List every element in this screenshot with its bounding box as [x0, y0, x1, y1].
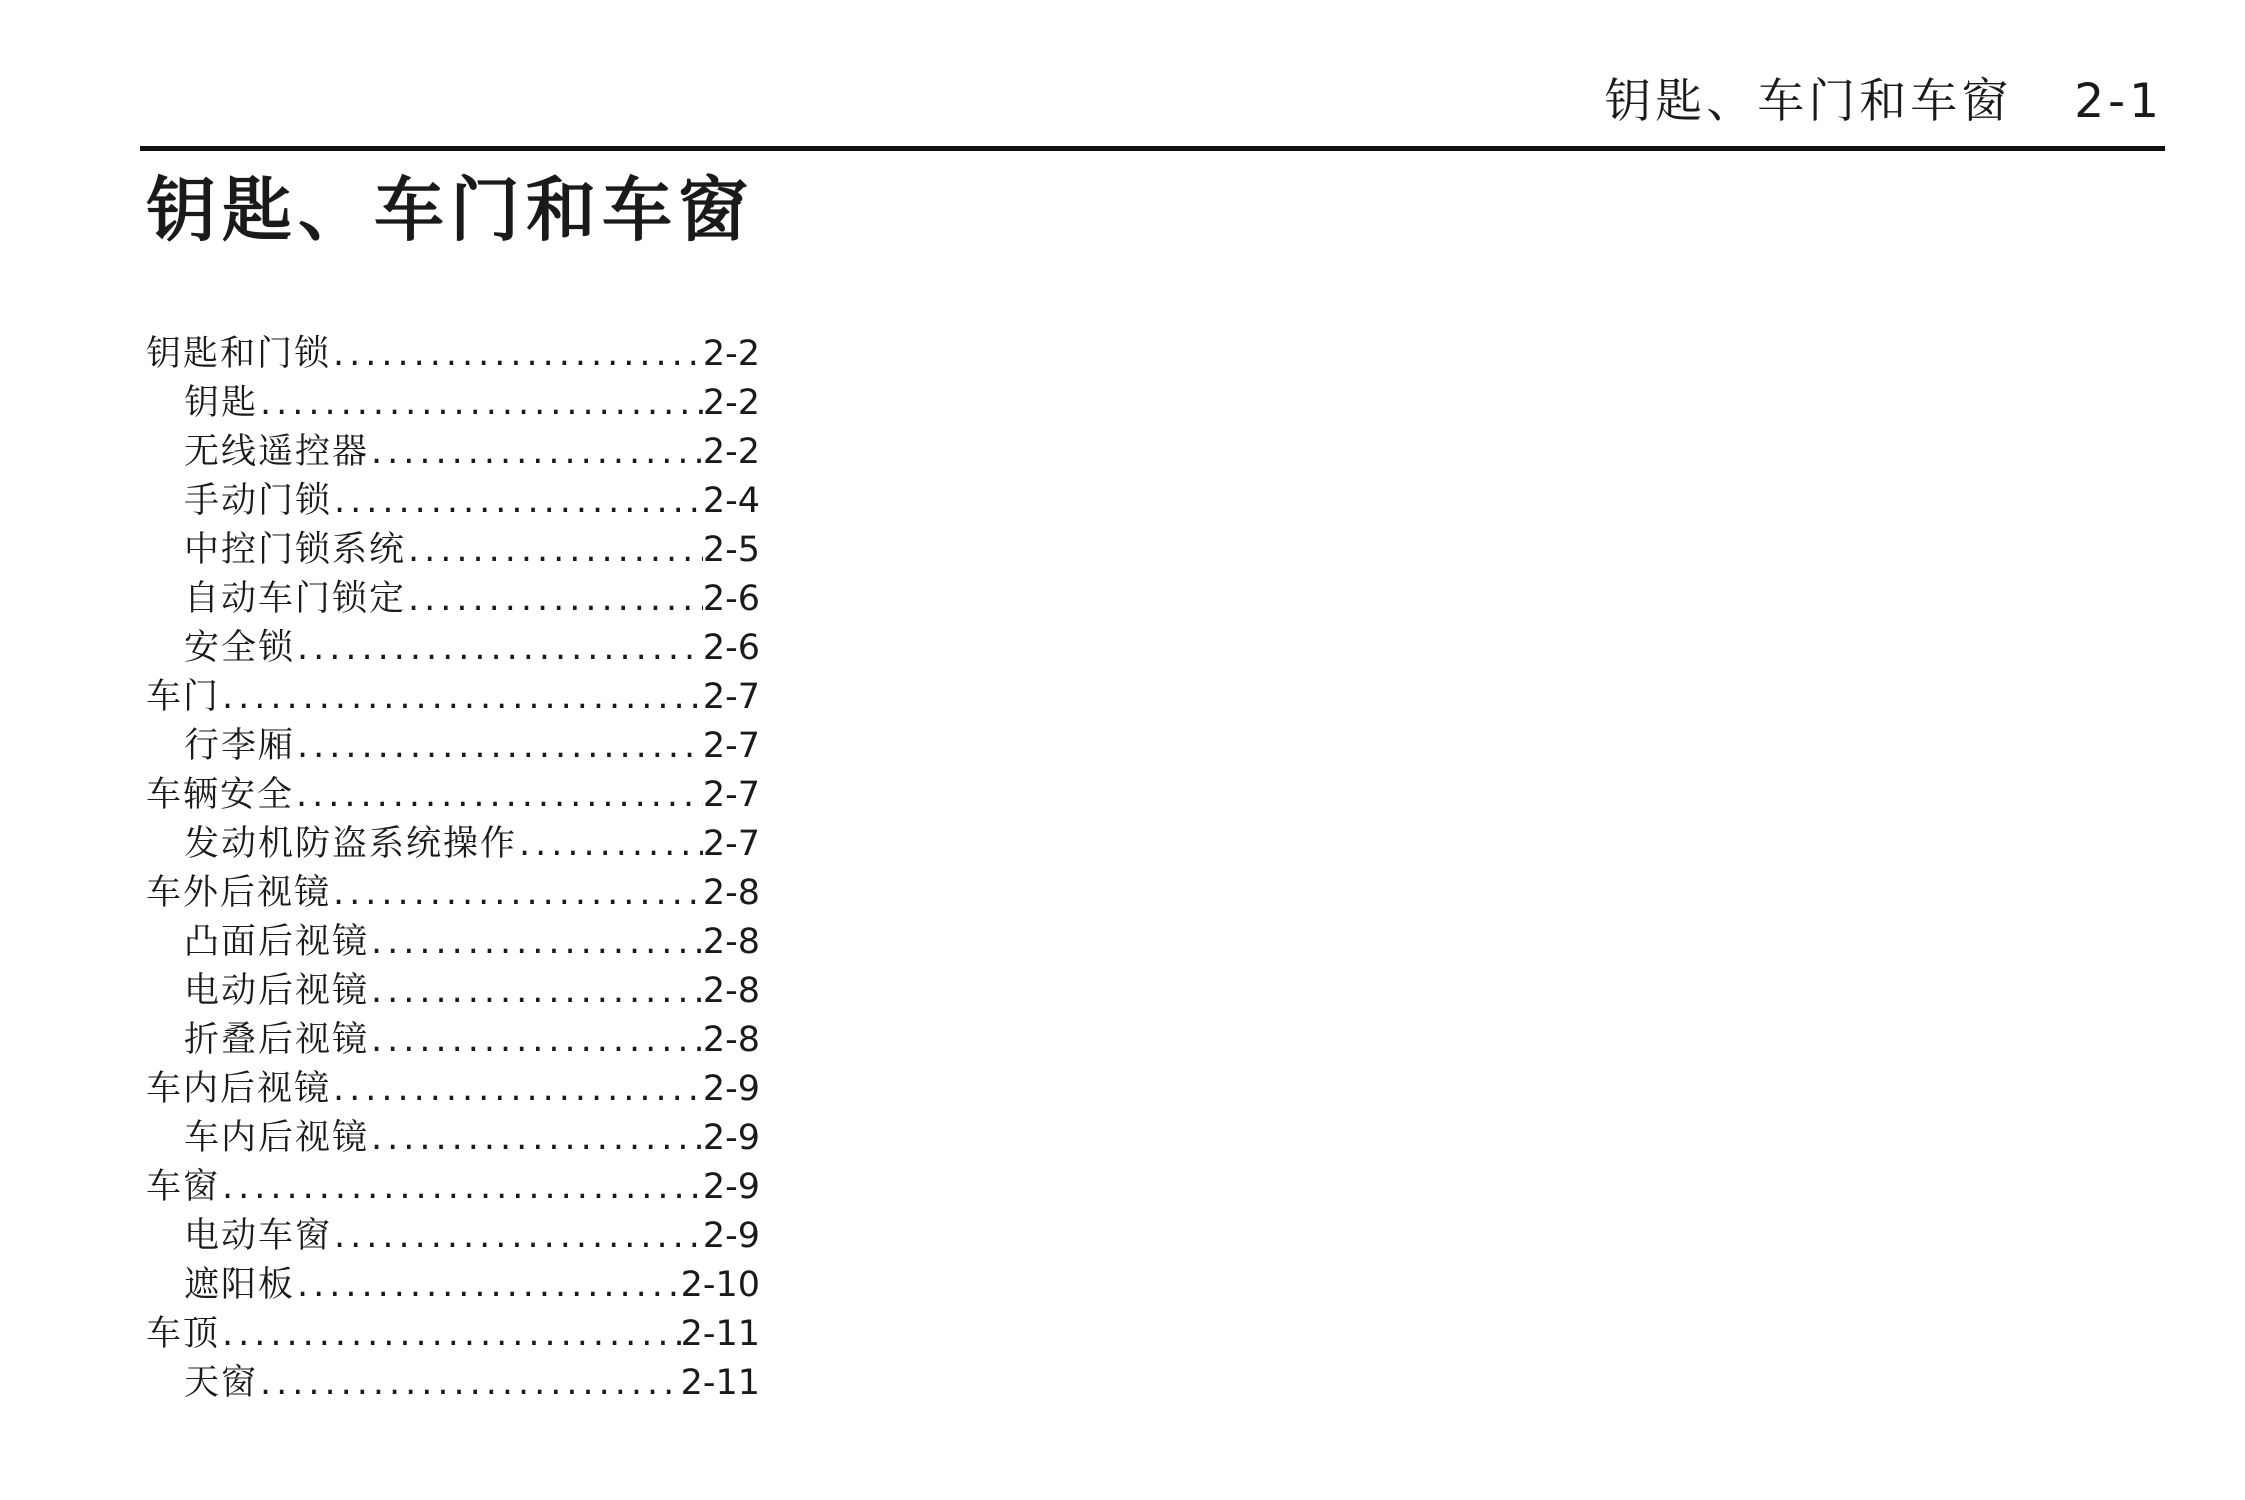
toc-entry-label: 车内后视镜 [146, 1069, 332, 1109]
toc-entry-page: 2-8 [702, 922, 760, 962]
table-of-contents [146, 330, 760, 1408]
toc-entry-label: 折叠后视镜 [184, 1020, 370, 1060]
toc-entry-page: 2-7 [702, 824, 760, 864]
toc-entry[interactable] [146, 379, 760, 428]
toc-dot-leader [220, 1163, 703, 1212]
toc-entry[interactable] [146, 918, 760, 967]
toc-entry[interactable] [146, 526, 760, 575]
toc-entry-page: 2-2 [702, 432, 760, 472]
toc-dot-leader [332, 1212, 703, 1261]
toc-entry-label: 行李厢 [184, 726, 296, 766]
toc-entry-label: 电动车窗 [184, 1216, 333, 1256]
toc-entry-page: 2-5 [702, 530, 760, 570]
running-header [1604, 74, 2163, 129]
toc-entry-label: 凸面后视镜 [184, 922, 370, 962]
toc-entry[interactable] [146, 428, 760, 477]
toc-dot-leader [220, 673, 703, 722]
toc-entry[interactable] [146, 1163, 760, 1212]
toc-entry-page: 2-2 [702, 383, 760, 423]
toc-entry-page: 2-9 [702, 1118, 760, 1158]
toc-entry-page: 2-6 [702, 579, 760, 619]
toc-entry[interactable] [146, 1114, 760, 1163]
toc-entry-page: 2-7 [702, 677, 760, 717]
toc-entry[interactable] [146, 673, 760, 722]
toc-dot-leader [406, 575, 703, 624]
toc-entry[interactable] [146, 869, 760, 918]
toc-entry-label: 无线遥控器 [184, 432, 370, 472]
toc-dot-leader [332, 477, 703, 526]
toc-entry-page: 2-11 [680, 1314, 760, 1354]
toc-entry[interactable] [146, 1261, 760, 1310]
toc-entry-page: 2-8 [702, 1020, 760, 1060]
toc-entry-label: 车辆安全 [146, 775, 295, 815]
toc-entry-label: 电动后视镜 [184, 971, 370, 1011]
toc-entry-label: 车外后视镜 [146, 873, 332, 913]
toc-entry-page: 2-8 [702, 873, 760, 913]
header-rule [140, 146, 2165, 151]
toc-entry-page: 2-4 [702, 481, 760, 521]
toc-entry[interactable] [146, 624, 760, 673]
toc-dot-leader [517, 820, 703, 869]
toc-dot-leader [406, 526, 703, 575]
toc-entry-label: 钥匙和门锁 [146, 334, 332, 374]
toc-entry-label: 安全锁 [184, 628, 296, 668]
toc-entry[interactable] [146, 1359, 760, 1408]
toc-entry-label: 车顶 [146, 1314, 221, 1354]
toc-entry-label: 中控门锁系统 [184, 530, 407, 570]
chapter-title: 钥匙、车门和车窗 [146, 169, 754, 251]
toc-entry[interactable] [146, 1212, 760, 1261]
toc-dot-leader [220, 1310, 681, 1359]
toc-entry-label: 车门 [146, 677, 221, 717]
toc-entry-label: 遮阳板 [184, 1265, 296, 1305]
toc-entry-page: 2-9 [702, 1167, 760, 1207]
toc-entry-page: 2-6 [702, 628, 760, 668]
toc-entry[interactable] [146, 820, 760, 869]
toc-entry-page: 2-9 [702, 1069, 760, 1109]
toc-dot-leader [369, 1016, 703, 1065]
toc-entry-page: 2-7 [702, 775, 760, 815]
toc-entry-page: 2-10 [680, 1265, 760, 1305]
toc-entry[interactable] [146, 722, 760, 771]
toc-entry[interactable] [146, 575, 760, 624]
page-number: 2-1 [2074, 74, 2163, 129]
toc-entry-label: 钥匙 [184, 383, 259, 423]
toc-dot-leader [331, 330, 703, 379]
toc-entry-page: 2-7 [702, 726, 760, 766]
running-header-title: 钥匙、车门和车窗 [1604, 74, 2013, 129]
toc-entry[interactable] [146, 1310, 760, 1359]
toc-dot-leader [369, 918, 703, 967]
toc-dot-leader [331, 1065, 703, 1114]
toc-dot-leader [295, 1261, 681, 1310]
toc-dot-leader [294, 771, 703, 820]
toc-entry-page: 2-2 [702, 334, 760, 374]
toc-entry-page: 2-11 [680, 1363, 760, 1403]
toc-dot-leader [331, 869, 703, 918]
toc-entry-label: 车内后视镜 [184, 1118, 370, 1158]
toc-entry[interactable] [146, 1065, 760, 1114]
toc-entry[interactable] [146, 477, 760, 526]
toc-entry[interactable] [146, 1016, 760, 1065]
toc-dot-leader [258, 1359, 681, 1408]
toc-dot-leader [295, 722, 703, 771]
toc-entry-page: 2-9 [702, 1216, 760, 1256]
toc-entry-label: 天窗 [184, 1363, 259, 1403]
toc-entry-label: 手动门锁 [184, 481, 333, 521]
toc-dot-leader [369, 1114, 703, 1163]
toc-dot-leader [295, 624, 703, 673]
toc-dot-leader [369, 967, 703, 1016]
toc-dot-leader [369, 428, 703, 477]
toc-entry-label: 车窗 [146, 1167, 221, 1207]
toc-entry-page: 2-8 [702, 971, 760, 1011]
toc-entry[interactable] [146, 967, 760, 1016]
toc-dot-leader [258, 379, 703, 428]
toc-entry[interactable] [146, 330, 760, 379]
toc-entry[interactable] [146, 771, 760, 820]
toc-entry-label: 发动机防盗系统操作 [184, 824, 518, 864]
toc-entry-label: 自动车门锁定 [184, 579, 407, 619]
